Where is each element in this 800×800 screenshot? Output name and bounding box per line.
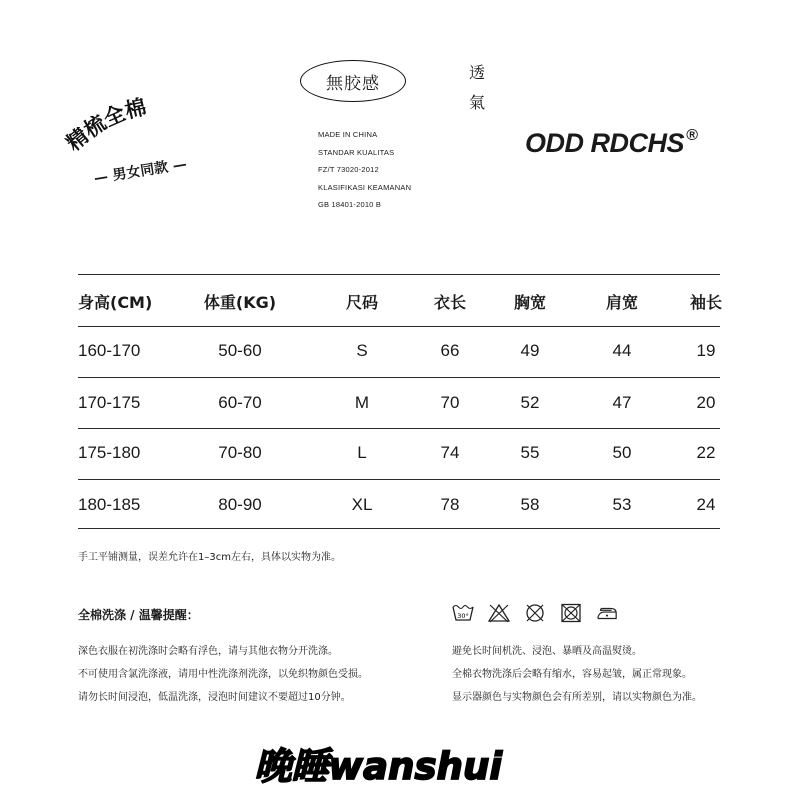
column-header: 衣长 — [433, 293, 467, 312]
table-cell: L — [357, 443, 367, 462]
table-cell: 70 — [440, 393, 460, 412]
table-cell: 180-185 — [78, 495, 141, 514]
vertical-char: 透 — [468, 63, 485, 82]
table-rule — [78, 528, 720, 529]
column-header: 袖长 — [689, 293, 723, 312]
care-notes-left — [78, 640, 368, 709]
table-cell: 58 — [520, 495, 540, 514]
spec-line: GB 18401-2010 B — [318, 200, 382, 209]
care-note: 深色衣服在初洗涤时会略有浮色，请与其他衣物分开洗涤。 — [78, 646, 338, 657]
badge-text: 無胶感 — [326, 73, 380, 94]
table-cell: 47 — [612, 393, 632, 412]
column-header: 身高(CM) — [78, 293, 153, 312]
spec-line: FZ/T 73020-2012 — [318, 165, 379, 174]
table-cell: 175-180 — [78, 443, 141, 462]
table-cell: M — [354, 393, 370, 412]
table-cell: 66 — [440, 341, 460, 360]
registered-mark: ® — [686, 127, 698, 144]
table-cell: XL — [351, 495, 373, 514]
table-rule — [78, 326, 720, 327]
table-rule — [78, 274, 720, 275]
column-header: 体重(KG) — [203, 293, 277, 312]
table-cell: 55 — [520, 443, 540, 462]
column-header: 肩宽 — [605, 293, 639, 312]
no-tumble-dry-icon — [560, 603, 582, 623]
table-cell: 53 — [612, 495, 632, 514]
care-note: 全棉衣物洗涤后会略有缩水，容易起皱，属正常现象。 — [452, 669, 692, 680]
care-notes-right — [452, 640, 702, 709]
table-rule — [78, 377, 720, 378]
table-cell: S — [356, 341, 368, 360]
brand-logo — [525, 128, 697, 159]
measurement-note: 手工平铺测量，误差允许在1–3cm左右，具体以实物为准。 — [78, 552, 341, 563]
column-header: 尺码 — [345, 293, 379, 312]
iron-low-icon — [596, 603, 618, 623]
table-cell: 20 — [696, 393, 716, 412]
logo-text: 晚睡wanshui — [254, 744, 503, 788]
table-cell: 78 — [440, 495, 460, 514]
table-cell: 24 — [696, 495, 716, 514]
no-dry-clean-icon — [524, 603, 546, 623]
svg-text:精梳全棉 — [62, 95, 149, 156]
wanshui-logo — [243, 738, 563, 790]
table-cell: 52 — [520, 393, 540, 412]
table-cell: 70-80 — [218, 443, 262, 462]
care-icons — [452, 603, 618, 623]
table-cell: 49 — [520, 341, 540, 360]
wash-temp-label: 30° — [457, 612, 469, 620]
table-cell: 80-90 — [218, 495, 262, 514]
column-header: 胸宽 — [513, 293, 547, 312]
care-note: 避免长时间机洗、浸泡、暴晒及高温熨烫。 — [452, 646, 642, 657]
vertical-char: 氣 — [468, 93, 485, 112]
brand-name: ODD RDCHS — [525, 128, 685, 158]
table-cell: 50 — [612, 443, 632, 462]
wash-30-icon — [452, 603, 474, 623]
arc-title — [61, 92, 216, 162]
table-cell: 74 — [440, 443, 460, 462]
care-title: 全棉洗涤 / 温馨提醒： — [78, 608, 199, 622]
table-cell: 170-175 — [78, 393, 141, 412]
table-cell: 50-60 — [218, 341, 262, 360]
table-cell: 44 — [612, 341, 632, 360]
no-glue-badge — [300, 60, 406, 102]
care-note: 请勿长时间浸泡，低温洗涤，浸泡时间建议不要超过10分钟。 — [78, 692, 351, 703]
standards-list — [318, 126, 411, 214]
table-rule — [78, 479, 720, 480]
care-note: 不可使用含氯洗涤液，请用中性洗涤剂洗涤，以免织物颜色受损。 — [78, 669, 368, 680]
table-cell: 60-70 — [218, 393, 262, 412]
arc-title-text: 精梳全棉 — [61, 94, 149, 156]
care-note: 显示器颜色与实物颜色会有所差别，请以实物颜色为准。 — [452, 692, 702, 703]
table-rule — [78, 428, 720, 429]
unisex-label: — 男女同款 — — [92, 156, 189, 187]
spec-line: KLASIFIKASI KEAMANAN — [318, 182, 412, 192]
spec-line: STANDAR KUALITAS — [318, 147, 395, 157]
spec-line: MADE IN CHINA — [318, 130, 378, 139]
table-cell: 22 — [696, 443, 716, 462]
table-cell: 19 — [696, 341, 716, 360]
table-cell: 160-170 — [78, 341, 141, 360]
breathable-vertical-text — [466, 58, 488, 118]
no-bleach-icon — [488, 603, 510, 623]
